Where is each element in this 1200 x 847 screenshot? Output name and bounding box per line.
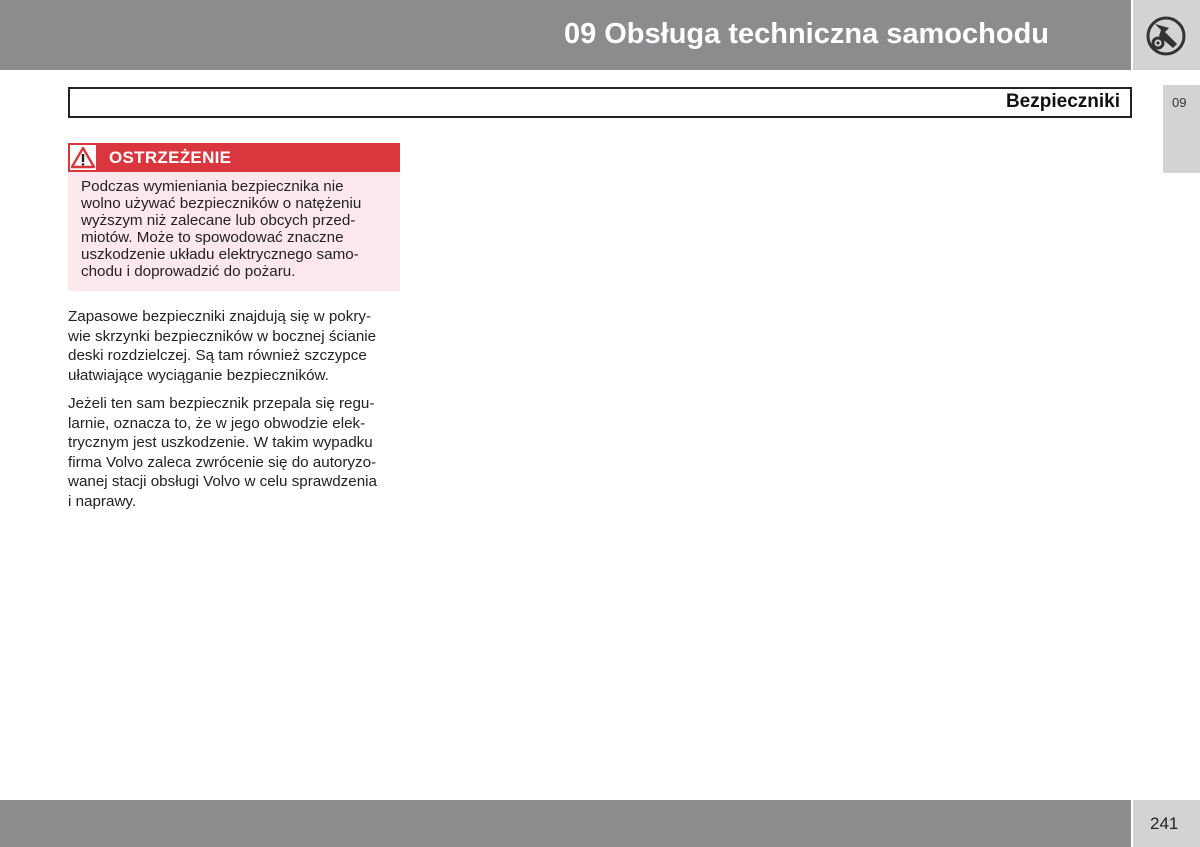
page-number-box bbox=[1133, 800, 1200, 847]
chapter-icon-box bbox=[1133, 0, 1200, 70]
header-bar bbox=[0, 0, 1131, 70]
section-header-box bbox=[68, 87, 1132, 118]
paragraph-line: larnie, oznacza to, że w jego obwodzie elek- bbox=[68, 414, 366, 432]
paragraph-line: Jeżeli ten sam bezpiecznik przepala się regu- bbox=[68, 395, 375, 412]
footer-bar bbox=[0, 800, 1131, 847]
warning-line: wolno używać bezpieczników o natężeniu bbox=[81, 195, 362, 212]
paragraph-recurring-fuse bbox=[68, 394, 408, 511]
warning-title: OSTRZEŻENIE bbox=[109, 148, 232, 167]
paragraph-line: wie skrzynki bezpieczników w bocznej ścianie bbox=[68, 327, 377, 345]
warning-text bbox=[81, 178, 396, 280]
warning-triangle-icon bbox=[70, 145, 96, 170]
paragraph-line: Zapasowe bezpieczniki znajdują się w pokry- bbox=[68, 308, 372, 325]
paragraph-line: wanej stacji obsługi Volvo w celu sprawdzenia bbox=[68, 473, 377, 490]
warning-line: chodu i doprowadzić do pożaru. bbox=[81, 263, 296, 280]
wrench-gear-icon bbox=[1145, 16, 1187, 56]
warning-line: miotów. Może to spowodować znaczne bbox=[81, 229, 344, 246]
paragraph-line: ułatwiające wyciąganie bezpieczników. bbox=[68, 366, 329, 384]
warning-line: Podczas wymieniania bezpiecznika nie bbox=[81, 178, 344, 195]
chapter-tab-label: 09 bbox=[1172, 95, 1187, 110]
warning-body bbox=[68, 172, 400, 291]
paragraph-line: trycznym jest uszkodzenie. W takim wypadku bbox=[68, 434, 373, 451]
chapter-side-tab bbox=[1163, 85, 1200, 173]
chapter-title: 09 Obsługa techniczna samochodu bbox=[563, 18, 1049, 50]
warning-header bbox=[68, 143, 400, 172]
paragraph-line: i naprawy. bbox=[68, 492, 137, 510]
section-title: Bezpieczniki bbox=[1005, 91, 1120, 112]
warning-line: uszkodzenie układu elektrycznego samo- bbox=[81, 246, 359, 263]
paragraph-line: deski rozdzielczej. Są tam również szczypce bbox=[68, 347, 367, 364]
paragraph-spare-fuses bbox=[68, 307, 408, 385]
paragraph-line: firma Volvo zaleca zwrócenie się do autoryzo- bbox=[68, 453, 377, 471]
page-number: 241 bbox=[1150, 814, 1179, 833]
warning-line: wyższym niż zalecane lub obcych przed- bbox=[81, 212, 356, 229]
